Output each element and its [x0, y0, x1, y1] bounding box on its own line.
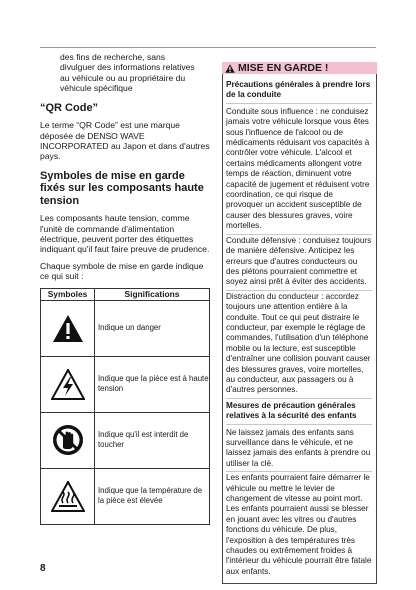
meaning-cell: Indique que la pièce est à haute tension: [95, 356, 210, 412]
table-row: [41, 300, 210, 356]
warning-header: [222, 62, 377, 74]
list-line: au véhicule ou au propriétaire du: [60, 72, 186, 83]
warning-item: Conduite sous influence : ne conduisez jamais votre véhicule lorsque vous êtes sous l'influence de l'alcool ou de médicaments réduisant vos capacités à contrôler votre véhicule. L'alcool et certains médicaments allongent votre temps de réaction, diminuent votre capacité de jugement et réduisent votre coordination, ce qui risque de provoquer un accident susceptible de causer des blessures graves, voire mortelles.: [226, 106, 372, 235]
table-row: [41, 356, 210, 412]
symbols-paragraph: Les composants haute tension, comme l'unité de commande d'alimentation électrique, peuvent porter des étiquettes indiquant qu'il faut faire preuve de prudence.: [40, 213, 210, 255]
top-rule: [40, 47, 376, 48]
warning-title: MISE EN GARDE !: [238, 62, 329, 74]
warning-body: [222, 74, 377, 584]
list-line: véhicule spécifique: [60, 83, 133, 94]
warning-item: Conduite défensive : conduisez toujours de manière défensive. Anticipez les erreurs que d'autres conducteurs ou des piétons pourraient commettre et soyez ainsi prêt à éviter des accidents.: [226, 235, 372, 291]
warning-triangle-icon: [225, 64, 235, 73]
meaning-cell: Indique un danger: [95, 300, 210, 356]
no-touch-icon: [52, 424, 84, 456]
hot-surface-icon: [51, 481, 85, 512]
qr-code-heading: “QR Code”: [40, 101, 99, 114]
table-row: [41, 468, 210, 524]
symbol-cell: [41, 300, 95, 356]
symbols-heading: Symboles de mise en garde fixés sur les composants haute tension: [40, 169, 204, 207]
meaning-cell: Indique qu'il est interdit de toucher: [95, 412, 210, 468]
section-title: Mesures de précaution générales relatives à la sécurité des enfants: [226, 401, 372, 425]
symbol-cell: [41, 356, 95, 412]
warning-triangle-icon: [52, 314, 84, 343]
left-column: [40, 52, 210, 525]
qr-code-paragraph: Le terme “QR Code” est une marque déposée de DENSO WAVE INCORPORATED au Japon et dans d'autres pays.: [40, 120, 210, 162]
section-title: Précautions générales à prendre lors de la conduite: [226, 80, 372, 104]
symbols-intro: Chaque symbole de mise en garde indique ce qui suit :: [40, 260, 204, 282]
meaning-cell: Indique que la température de la pièce est élevée: [95, 468, 210, 524]
page-number: 8: [40, 563, 46, 574]
warning-item: Distraction du conducteur : accordez toujours une attention entière à la conduite. Tout ce qui peut distraire le conducteur, par exemple le réglage de commandes, l'utilisation d'un téléphone mobile ou la lecture, est susceptible d'entraîner une collision pouvant causer des blessures graves, voire mortelles, au conducteur, aux passagers ou à d'autres personnes.: [226, 291, 372, 399]
symbol-cell: [41, 412, 95, 468]
symbols-table: [40, 288, 210, 525]
warning-item: Les enfants pourraient faire démarrer le véhicule ou mettre le levier de changement de vitesse au point mort. Les enfants pourraient aussi se blesser en jouant avec les vitres ou d'autres fonctions du véhicule. De plus, l'exposition à des températures très chaudes ou extrêmement froides à l'intérieur du véhicule pourrait être fatale aux enfants.: [226, 473, 372, 576]
list-line: des fins de recherche, sans: [60, 52, 166, 62]
high-voltage-icon: [51, 369, 85, 400]
list-line: divulguer des informations relatives: [60, 62, 195, 73]
column-header-symbols: Symboles: [41, 288, 95, 300]
table-row: [41, 412, 210, 468]
table-header-row: [41, 288, 210, 300]
symbol-cell: [41, 468, 95, 524]
warning-box: [222, 62, 377, 584]
column-header-meanings: Significations: [95, 288, 210, 300]
list-continuation: [40, 52, 210, 94]
warning-item: Ne laissez jamais des enfants sans surveillance dans le véhicule, et ne laissez jamais des enfants à prendre ou utiliser la clé.: [226, 427, 372, 473]
